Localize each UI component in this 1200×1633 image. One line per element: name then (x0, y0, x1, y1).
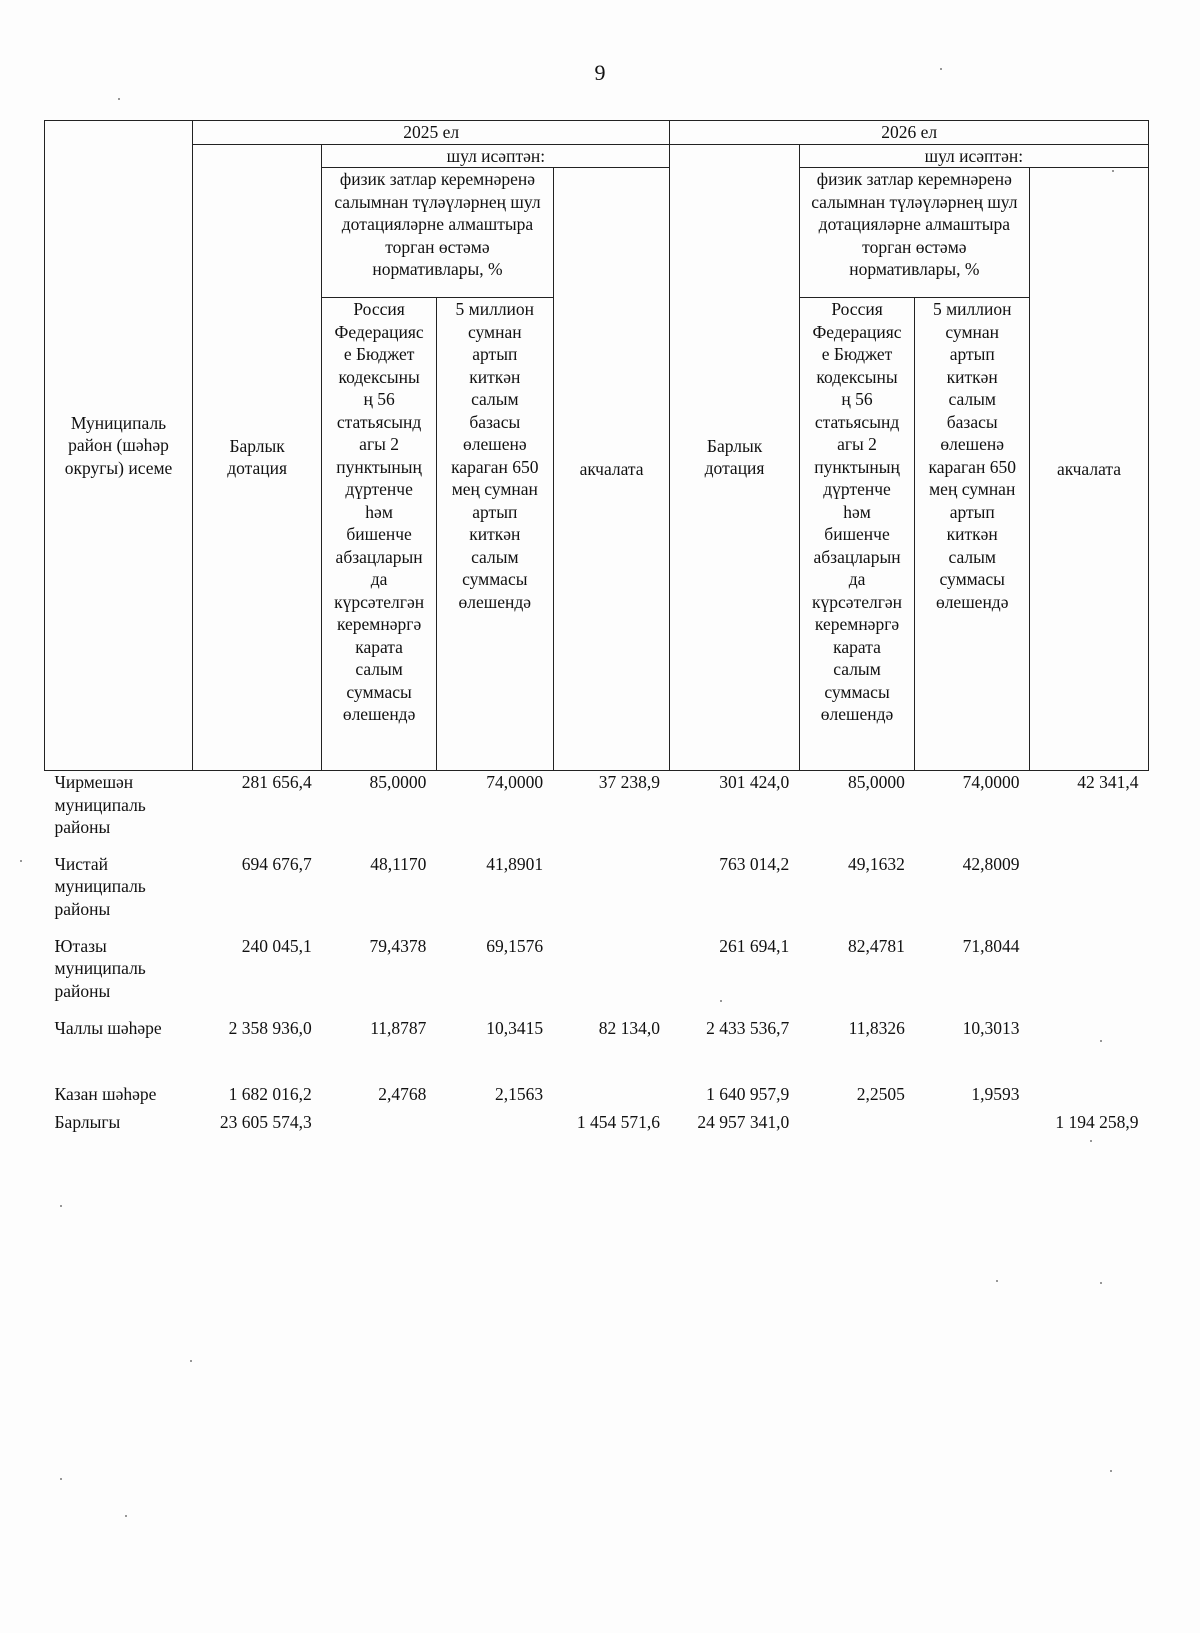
speckle (720, 1000, 722, 1002)
municipality-name: Чистай муниципаль районы (54, 853, 146, 919)
cell-v2026-1: 11,8326 (848, 1017, 905, 1038)
cell-v2026-1: 85,0000 (848, 772, 905, 792)
cell-v2025-1: 2,4768 (378, 1083, 427, 1104)
cell-v2025-3 (553, 853, 670, 935)
money-2026-header: акчалата (1030, 168, 1149, 771)
cell-v2025-2: 10,3415 (486, 1017, 544, 1038)
total-dotation-2026-text: Барлык дотация (704, 435, 765, 479)
table-row (45, 1017, 1149, 1083)
normatives-2026-header (799, 168, 1029, 298)
five-million-2025-text: 5 миллион сумнан артып киткән салым базасы өлешенә караган 650 мең сумнан артып киткән салым суммасы өлешендә (451, 299, 539, 612)
speckle (1100, 1040, 1102, 1042)
total-dotation-2026-header (670, 144, 799, 771)
cell-v2025-1: 48,1170 (370, 853, 427, 874)
table-row (45, 935, 1149, 1017)
five-million-2025-header (436, 298, 553, 771)
cell-v2026-2: 10,3013 (962, 1017, 1020, 1038)
cell-v2025-1: 79,4378 (369, 935, 427, 956)
dotation-table (44, 120, 1149, 1141)
speckle (1110, 1470, 1112, 1472)
year-2025-header: 2025 ел (193, 121, 670, 145)
cell-v2025-1 (322, 1111, 437, 1141)
cell-v2026-0: 1 640 957,9 (706, 1083, 790, 1104)
cell-v2025-2: 74,0000 (486, 772, 544, 792)
including-2026-header: шул исәптән: (799, 144, 1148, 168)
municipality-name: Казан шәһәре (54, 1083, 157, 1104)
speckle (20, 860, 22, 862)
cell-v2026-2: 42,8009 (962, 853, 1020, 874)
cell-v2025-3 (553, 935, 670, 1017)
cell-v2026-3: 42 341,4 (1077, 772, 1139, 792)
normatives-2026-text: физик затлар керемнәренә салымнан түләүләрнең шул дотацияләрне алмаштыра торган өстәмә нормативлары, % (811, 169, 1018, 279)
cell-v2025-2 (436, 1111, 553, 1141)
cell-v2025-0: 281 656,4 (241, 772, 312, 792)
speckle (996, 1280, 998, 1282)
five-million-2026-text: 5 миллион сумнан артып киткән салым базасы өлешенә караган 650 мең сумнан артып киткән салым суммасы өлешендә (928, 299, 1016, 612)
cell-v2026-1: 82,4781 (848, 935, 905, 956)
cell-v2026-2: 74,0000 (962, 772, 1020, 792)
table-body (45, 771, 1149, 1141)
speckle (125, 1515, 127, 1517)
speckle (1090, 1140, 1092, 1142)
municipality-name: Ютазы муниципаль районы (54, 935, 146, 1001)
rf-budget-code-2025-text: Россия Федерациясе Бюджет кодексының 56 статьясындагы 2 пунктының дүртенче һәм бишенче абзацларында күрсәтелгән керемнәргә карата салым суммасы өлешендә (334, 299, 425, 724)
cell-v2025-0: 2 358 936,0 (228, 1017, 312, 1038)
speckle (118, 98, 120, 100)
cell-v2025-1: 85,0000 (369, 772, 427, 792)
municipality-name: Барлыгы (54, 1111, 121, 1132)
municipality-name: Чаллы шәһәре (54, 1017, 162, 1038)
table-row (45, 1083, 1149, 1111)
total-dotation-2025-header (193, 144, 322, 771)
cell-v2026-1: 2,2505 (856, 1083, 905, 1104)
cell-v2026-1 (799, 1111, 915, 1141)
table-row (45, 771, 1149, 853)
cell-v2025-0: 694 676,7 (241, 853, 312, 874)
page-number: 9 (594, 60, 606, 85)
cell-v2025-2: 41,8901 (486, 853, 544, 874)
cell-v2026-0: 261 694,1 (719, 935, 790, 956)
cell-v2025-0: 1 682 016,2 (228, 1083, 312, 1104)
cell-v2025-2: 2,1563 (495, 1083, 544, 1104)
speckle (60, 1478, 62, 1480)
speckle (190, 1360, 192, 1362)
cell-v2026-0: 24 957 341,0 (697, 1111, 790, 1132)
cell-v2026-3 (1030, 1017, 1149, 1083)
normatives-2025-header (322, 168, 553, 298)
year-2026-header: 2026 ел (670, 121, 1149, 145)
normatives-2025-text: физик затлар керемнәренә салымнан түләүләрнең шул дотацияләрне алмаштыра торган өстәмә нормативлары, % (334, 169, 541, 279)
cell-v2025-3: 82 134,0 (598, 1017, 660, 1038)
speckle (1112, 170, 1114, 172)
table-row (45, 853, 1149, 935)
cell-v2026-3 (1030, 853, 1149, 935)
municipality-name: Чирмешән муниципаль районы (54, 772, 146, 837)
cell-v2026-3 (1030, 935, 1149, 1017)
municipality-name-header (45, 121, 193, 771)
cell-v2026-2: 71,8044 (962, 935, 1020, 956)
cell-v2026-2 (915, 1111, 1030, 1141)
cell-v2025-2: 69,1576 (486, 935, 544, 956)
cell-v2025-0: 240 045,1 (241, 935, 312, 956)
cell-v2026-0: 763 014,2 (719, 853, 790, 874)
speckle (940, 68, 942, 70)
cell-v2025-3: 1 454 571,6 (576, 1111, 660, 1132)
cell-v2026-3: 1 194 258,9 (1055, 1111, 1139, 1132)
five-million-2026-header (915, 298, 1030, 771)
cell-v2025-0: 23 605 574,3 (219, 1111, 312, 1132)
rf-budget-code-2026-header (799, 298, 915, 771)
cell-v2025-1: 11,8787 (370, 1017, 427, 1038)
rf-budget-code-2025-header (322, 298, 437, 771)
cell-v2026-3 (1030, 1083, 1149, 1111)
cell-v2025-3: 37 238,9 (598, 772, 660, 792)
cell-v2026-1: 49,1632 (848, 853, 905, 874)
cell-v2026-2: 1,9593 (971, 1083, 1020, 1104)
speckle (1100, 1282, 1102, 1284)
table-header (45, 121, 1149, 771)
including-2025-header: шул исәптән: (322, 144, 670, 168)
cell-v2025-3 (553, 1083, 670, 1111)
cell-v2026-0: 301 424,0 (719, 772, 790, 792)
total-dotation-2025-text: Барлык дотация (227, 435, 288, 479)
table-row (45, 1111, 1149, 1141)
municipality-name-header-text: Муниципаль район (шәһәр округы) исеме (64, 412, 173, 478)
rf-budget-code-2026-text: Россия Федерациясе Бюджет кодексының 56 статьясындагы 2 пунктының дүртенче һәм бишенче абзацларында күрсәтелгән керемнәргә карата салым суммасы өлешендә (812, 299, 903, 724)
cell-v2026-0: 2 433 536,7 (706, 1017, 790, 1038)
speckle (60, 1205, 62, 1207)
money-2025-header: акчалата (553, 168, 670, 771)
